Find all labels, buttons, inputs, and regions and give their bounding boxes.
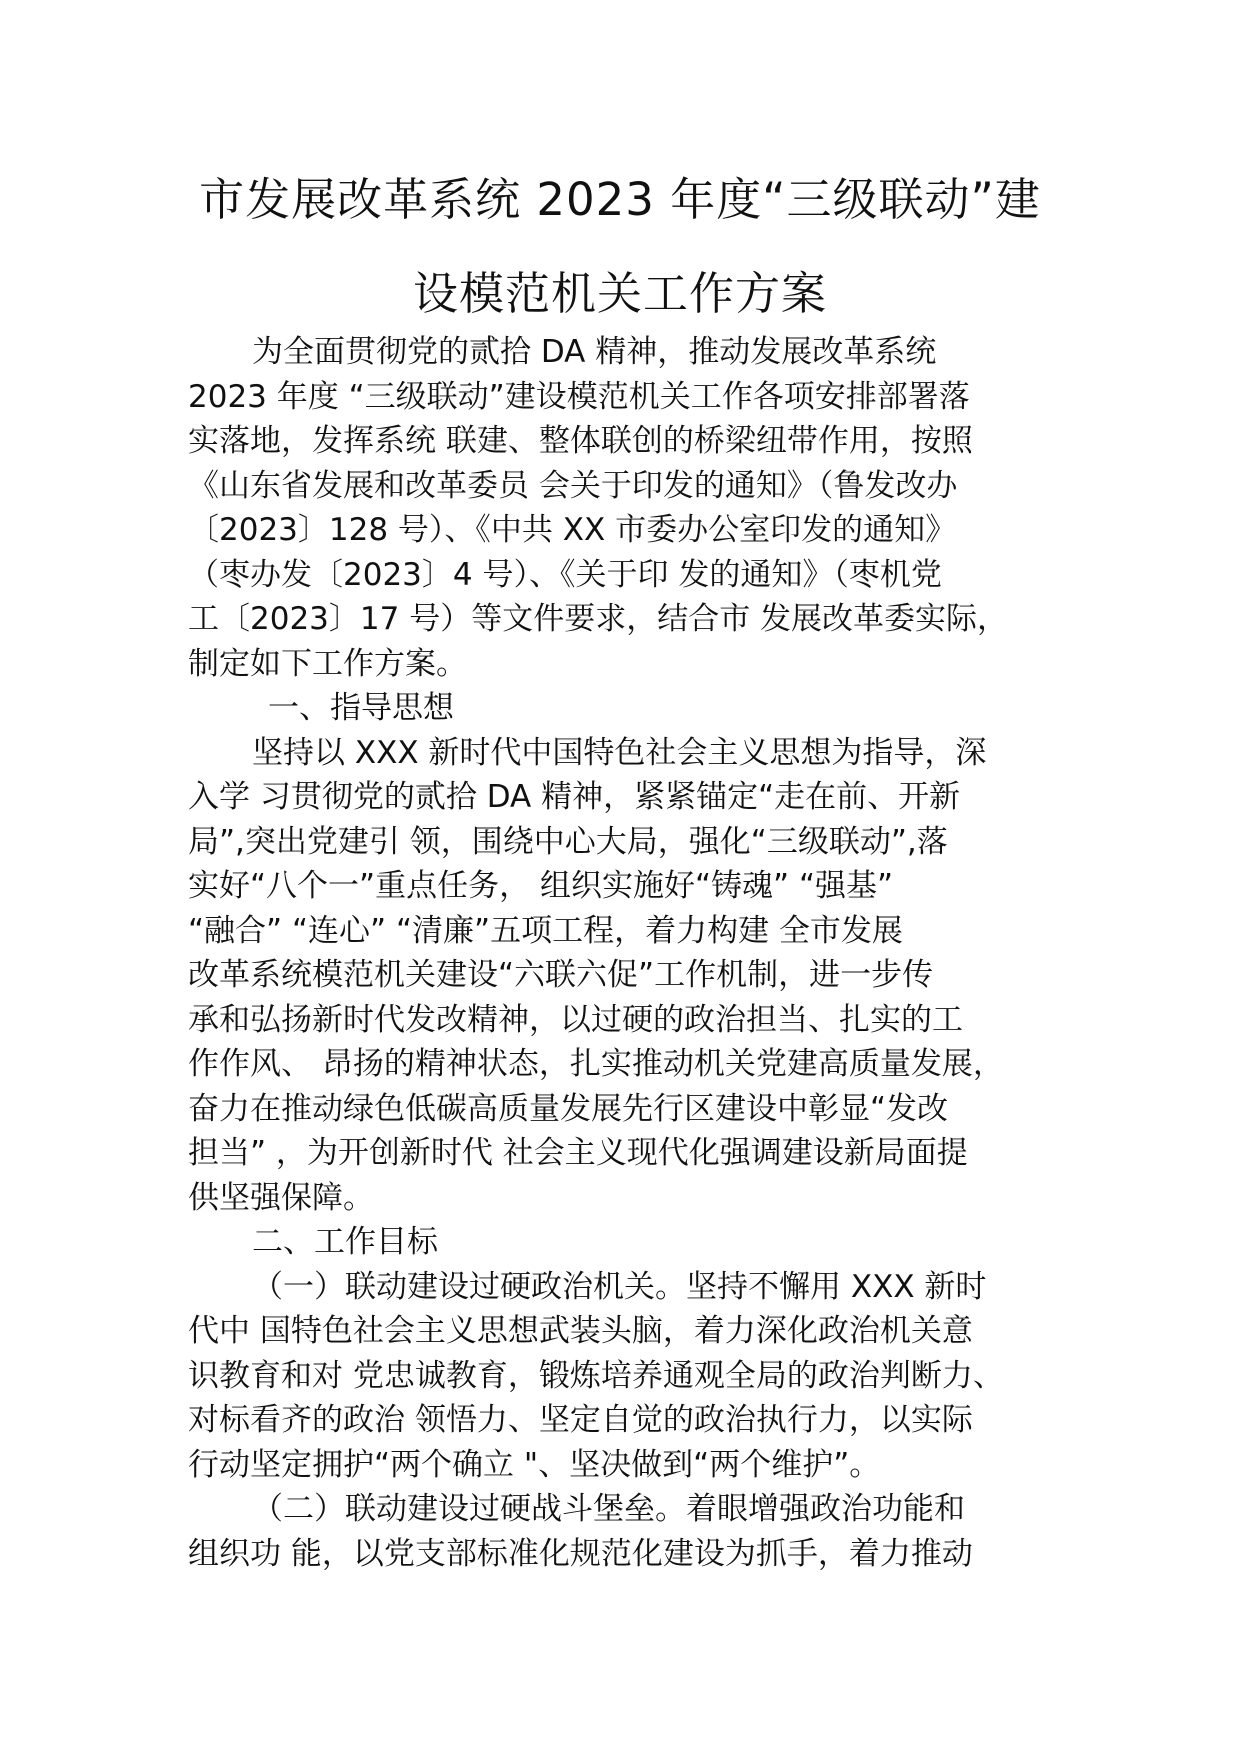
body-line: （二）联动建设过硬战斗堡垒。着眼增强政治功能和 xyxy=(252,1491,965,1527)
body-line: 坚持以 XXX 新时代中国特色社会主义思想为指导，深 xyxy=(252,734,987,771)
body-line: 供坚强保障。 xyxy=(188,1179,374,1216)
section-heading: 一、指导思想 xyxy=(268,690,454,726)
body-line: （枣办发〔2023〕4 号）、《关于印 发的通知》（枣机党 xyxy=(188,556,942,593)
body-line: 对标看齐的政治 领悟力、坚定自觉的政治执行力，以实际 xyxy=(188,1402,973,1438)
body-line: 组织功 能，以党支部标准化规范化建设为抓手，着力推动 xyxy=(188,1535,973,1572)
document-title-line-1: 市发展改革系统 2023 年度“三级联动”建 xyxy=(199,173,1041,226)
body-line: 入学 习贯彻党的贰拾 DA 精神，紧紧锚定“走在前、开新 xyxy=(188,779,961,815)
body-line: 识教育和对 党忠诚教育，锻炼培养通观全局的政治判断力、 xyxy=(188,1357,1004,1394)
body-line: 制定如下工作方案。 xyxy=(188,645,467,682)
body-line: 〔2023〕128 号）、《中共 XX 市委办公室印发的通知》 xyxy=(188,512,957,548)
body-line: 担当” ，为开创新时代 社会主义现代化强调建设新局面提 xyxy=(188,1135,968,1171)
body-line: 代中 国特色社会主义思想武装头脑，着力深化政治机关意 xyxy=(188,1313,973,1349)
section-heading: 二、工作目标 xyxy=(252,1224,438,1260)
body-line: 改革系统模范机关建设“六联六促”工作机制，进一步传 xyxy=(188,957,934,993)
body-line: 工〔2023〕17 号）等文件要求，结合市 发展改革委实际， xyxy=(188,601,1009,637)
body-line: 2023 年度 “三级联动”建设模范机关工作各项安排部署落 xyxy=(188,378,970,415)
body-line: 局”,突出党建引 领，围绕中心大局，强化“三级联动”,落 xyxy=(188,823,948,860)
body-line: 行动坚定拥护“两个确立 "、坚决做到“两个维护”。 xyxy=(188,1446,881,1483)
body-line: 奋力在推动绿色低碳高质量发展先行区建设中彰显“发改 xyxy=(188,1090,949,1127)
body-line: 承和弘扬新时代发改精神，以过硬的政治担当、扎实的工 xyxy=(188,1001,963,1038)
body-line: （一）联动建设过硬政治机关。坚持不懈用 XXX 新时 xyxy=(252,1268,987,1305)
document-body xyxy=(188,330,1088,1576)
document-title-line-2: 设模范机关工作方案 xyxy=(412,267,827,320)
body-line: 实落地，发挥系统 联建、整体联创的桥梁纽带作用，按照 xyxy=(188,423,973,459)
body-line: 实好“八个一”重点任务， 组织实施好“铸魂” “强基” xyxy=(188,868,894,904)
body-line: 作作风、 昂扬的精神状态，扎实推动机关党建高质量发展， xyxy=(188,1046,1004,1082)
body-line: 《山东省发展和改革委员 会关于印发的通知》（鲁发改办 xyxy=(188,467,958,504)
body-line: “融合” “连心” “清廉”五项工程，着力构建 全市发展 xyxy=(188,912,903,949)
body-line: 为全面贯彻党的贰拾 DA 精神，推动发展改革系统 xyxy=(252,334,937,370)
